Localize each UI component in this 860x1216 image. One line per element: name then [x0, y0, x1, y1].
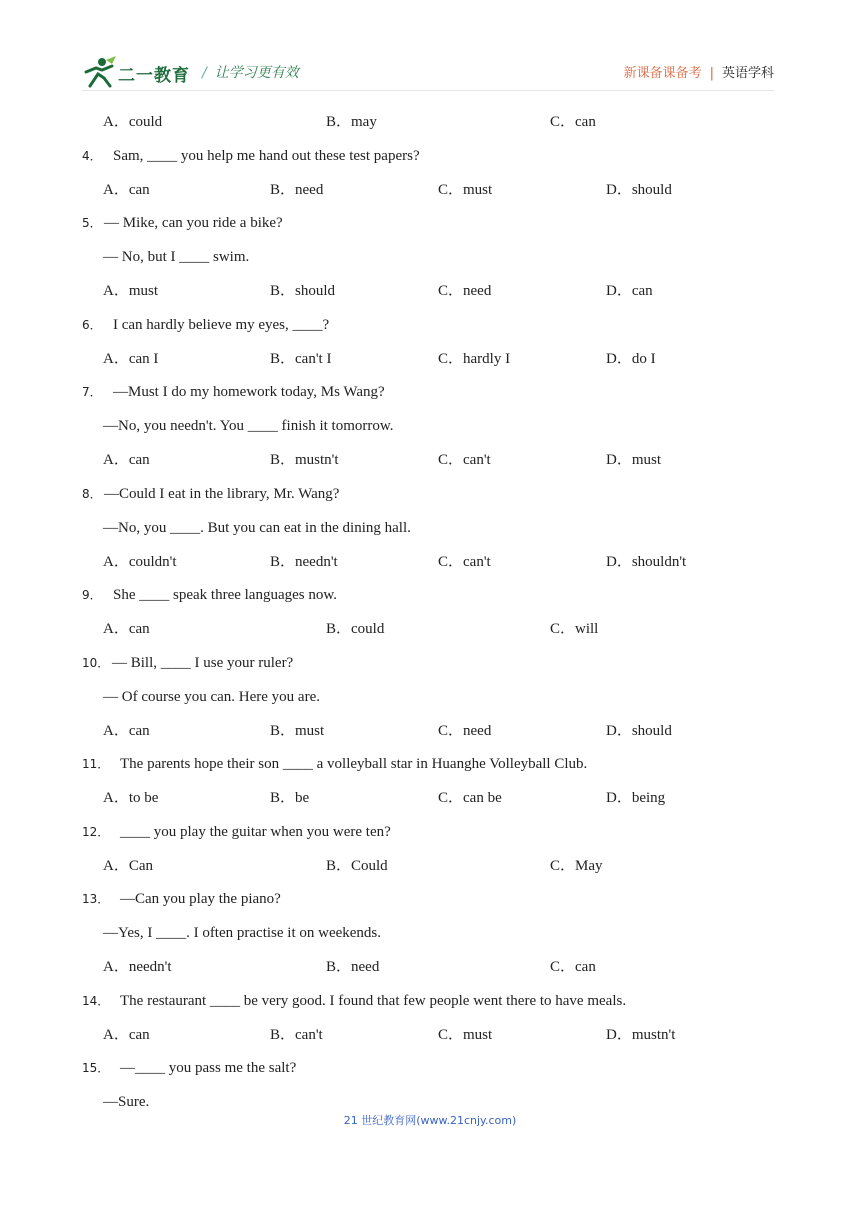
question-number: 11．: [82, 757, 110, 771]
question-8-line-2: —No, you ____. But you can eat in the dining hall.: [103, 520, 411, 536]
q10-option-b: B．must: [270, 723, 325, 739]
q8-option-a: A．couldn't: [103, 554, 177, 570]
question-number: 4．: [82, 149, 102, 163]
q14-option-c: C．must: [438, 1027, 493, 1043]
header-divider: [82, 90, 774, 91]
q8-option-d: D．shouldn't: [606, 554, 687, 570]
q12-option-c: C．May: [550, 858, 603, 874]
question-text: — Bill, ____ I use your ruler?: [112, 655, 294, 671]
question-number: 13．: [82, 892, 110, 906]
page-footer[interactable]: 21 世纪教育网(www.21cnjy.com): [343, 1114, 517, 1127]
header-separator: |: [709, 66, 714, 81]
slogan-text: 让学习更有效: [214, 65, 299, 81]
header-subject: 英语学科: [721, 66, 774, 81]
question-number: 7．: [82, 385, 102, 399]
q6-option-a: A．can I: [103, 351, 159, 367]
question-5-line-2: — No, but I ____ swim.: [103, 249, 250, 265]
q4-option-c: C．must: [438, 182, 493, 198]
q9-option-c: C．will: [550, 621, 599, 637]
q11-option-a: A．to be: [103, 790, 159, 806]
question-6: [82, 315, 329, 335]
question-number: 15．: [82, 1061, 110, 1075]
q14-option-d: D．mustn't: [606, 1027, 676, 1043]
question-15: [82, 1058, 296, 1078]
header-tag: 新课备课备考: [623, 66, 702, 81]
question-9: [82, 585, 337, 605]
q9-option-a: A．can: [103, 621, 150, 637]
q12-option-a: A．Can: [103, 858, 153, 874]
q4-option-b: B．need: [270, 182, 324, 198]
q5-option-a: A．must: [103, 283, 159, 299]
q7-option-d: D．must: [606, 452, 662, 468]
q11-option-c: C．can be: [438, 790, 502, 806]
q8-option-c: C．can't: [438, 554, 491, 570]
question-4: [82, 146, 420, 166]
q6-option-c: C．hardly I: [438, 351, 511, 367]
question-10-line-2: — Of course you can. Here you are.: [103, 689, 320, 705]
question-12: [82, 822, 391, 842]
question-text: ____ you play the guitar when you were ten?: [120, 824, 391, 840]
q11-option-b: B．be: [270, 790, 310, 806]
q13-option-a: A．needn't: [103, 959, 172, 975]
question-7-line-2: —No, you needn't. You ____ finish it tomorrow.: [103, 418, 394, 434]
question-text: —Could I eat in the library, Mr. Wang?: [104, 486, 340, 502]
question-text: —Can you play the piano?: [120, 891, 281, 907]
q5-option-b: B．should: [270, 283, 336, 299]
question-11: [82, 754, 587, 774]
question-number: 14．: [82, 994, 110, 1008]
q10-option-a: A．can: [103, 723, 150, 739]
question-15-line-2: —Sure.: [103, 1094, 150, 1110]
question-number: 9．: [82, 588, 102, 602]
q5-option-d: D．can: [606, 283, 653, 299]
question-5: [82, 213, 283, 233]
question-7: [82, 382, 385, 402]
question-text: I can hardly believe my eyes, ____?: [113, 317, 330, 333]
q3-option-b: B．may: [326, 114, 377, 130]
question-13: [82, 889, 281, 909]
question-number: 8．: [82, 487, 102, 501]
question-10: [82, 653, 293, 673]
question-number: 5．: [82, 216, 102, 230]
q7-option-a: A．can: [103, 452, 150, 468]
q14-option-b: B．can't: [270, 1027, 323, 1043]
runner-logo-icon: [82, 56, 118, 88]
question-text: The parents hope their son ____ a volleyball star in Huanghe Volleyball Club.: [120, 756, 588, 772]
question-text: —Must I do my homework today, Ms Wang?: [113, 384, 385, 400]
question-text: —____ you pass me the salt?: [120, 1060, 297, 1076]
question-text: — Mike, can you ride a bike?: [104, 215, 283, 231]
q4-option-d: D．should: [606, 182, 672, 198]
q3-option-a: A．could: [103, 114, 163, 130]
q10-option-c: C．need: [438, 723, 492, 739]
q14-option-a: A．can: [103, 1027, 150, 1043]
q6-option-d: D．do I: [606, 351, 656, 367]
q7-option-c: C．can't: [438, 452, 491, 468]
question-14: [82, 991, 626, 1011]
q13-option-b: B．need: [326, 959, 380, 975]
question-number: 12．: [82, 825, 110, 839]
question-number: 6．: [82, 318, 102, 332]
q13-option-c: C．can: [550, 959, 596, 975]
question-text: Sam, ____ you help me hand out these test papers?: [113, 148, 420, 164]
question-number: 10．: [82, 656, 110, 670]
question-text: The restaurant ____ be very good. I found that few people went there to have meals.: [120, 993, 627, 1009]
q8-option-b: B．needn't: [270, 554, 338, 570]
question-13-line-2: —Yes, I ____. I often practise it on weekends.: [103, 925, 382, 941]
q9-option-b: B．could: [326, 621, 385, 637]
q4-option-a: A．can: [103, 182, 150, 198]
logo-text: 二一教育: [118, 66, 190, 86]
q5-option-c: C．need: [438, 283, 492, 299]
q11-option-d: D．being: [606, 790, 666, 806]
question-text: She ____ speak three languages now.: [113, 587, 337, 603]
q6-option-b: B．can't I: [270, 351, 332, 367]
q10-option-d: D．should: [606, 723, 672, 739]
question-8: [82, 484, 339, 504]
q7-option-b: B．mustn't: [270, 452, 339, 468]
page-header: [82, 56, 774, 90]
q12-option-b: B．Could: [326, 858, 388, 874]
header-right: [624, 62, 774, 81]
slogan: / 让学习更有效: [202, 65, 299, 81]
q3-option-c: C．can: [550, 114, 596, 130]
logo: [82, 56, 192, 88]
